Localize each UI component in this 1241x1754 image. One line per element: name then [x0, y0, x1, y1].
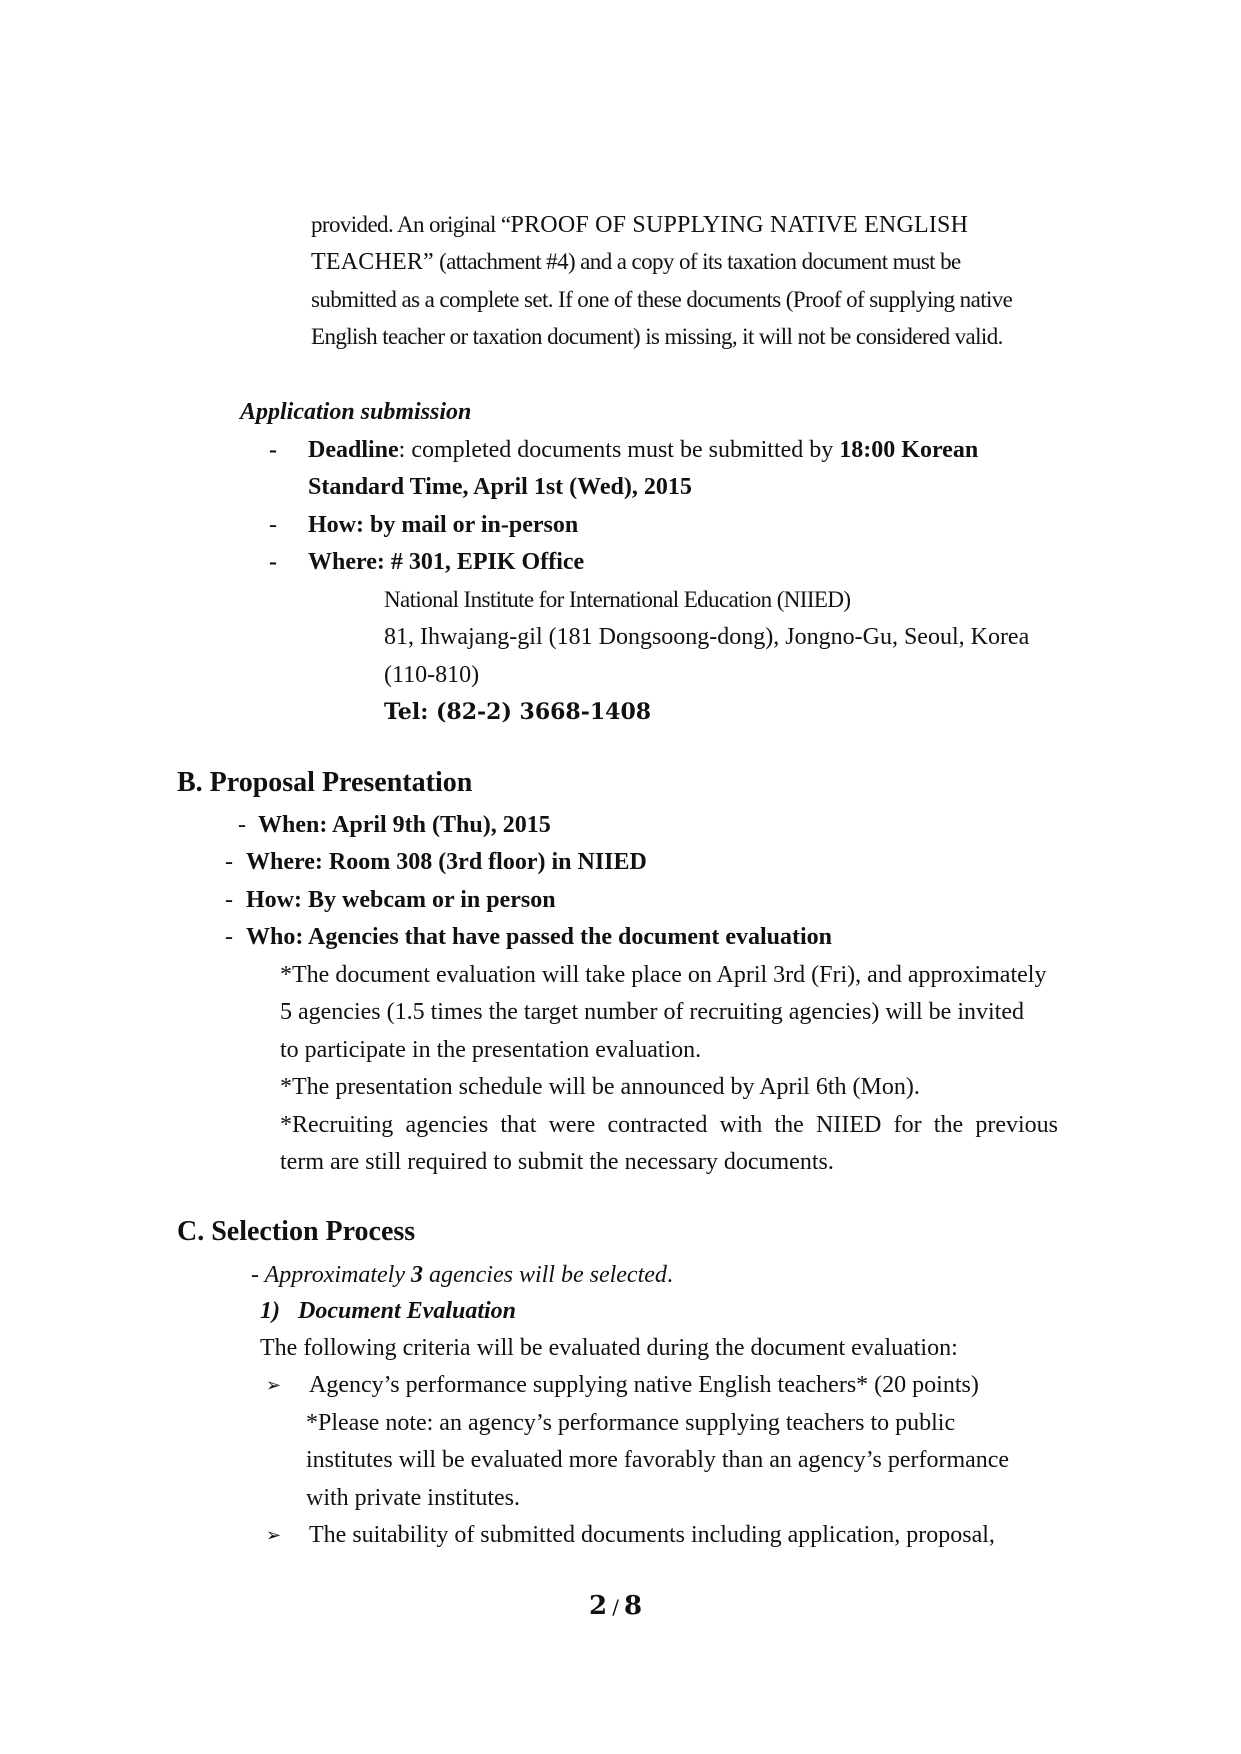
criteria-note-line-3: with private institutes. — [306, 1485, 520, 1511]
dash-bullet: - — [269, 549, 277, 575]
deadline-label: Deadline — [308, 437, 399, 463]
note-3-line-2: term are still required to submit the necessary documents. — [280, 1149, 834, 1175]
application-title: Application submission — [240, 399, 472, 425]
page-number — [589, 1591, 642, 1621]
address-line-3: (110-810) — [384, 662, 480, 688]
criteria-note-line-1: *Please note: an agency’s performance supplying teachers to public — [306, 1410, 956, 1436]
where-submit: Where: # 301, EPIK Office — [308, 549, 585, 575]
total-pages: 8 — [624, 1591, 643, 1621]
intro-caps: TEACHER” — [311, 249, 434, 275]
note-3-line-1: *Recruiting agencies that were contracted with the NIIED for the previous — [280, 1112, 1058, 1138]
dash-bullet: - — [225, 924, 233, 950]
dash-bullet: - — [269, 437, 277, 463]
deadline-time: 18:00 Korean — [839, 437, 979, 463]
tel: Tel: (82-2) 3668-1408 — [384, 699, 652, 725]
dash-bullet: - — [269, 512, 277, 538]
approx-line — [251, 1262, 673, 1289]
intro-text: (attachment #4) and a copy of its taxation document must be — [433, 249, 961, 274]
subsection-document-evaluation: 1) Document Evaluation — [260, 1298, 517, 1324]
intro-caps: PROOF OF SUPPLYING NATIVE ENGLISH — [510, 212, 969, 238]
arrow-bullet-icon: ➢ — [266, 1525, 282, 1546]
deadline-text: : completed documents must be submitted by — [398, 437, 840, 463]
approx-pre: Approximately — [264, 1262, 411, 1288]
approx-post: agencies will be selected — [422, 1262, 667, 1288]
note-1-line-3: to participate in the presentation evaluation. — [280, 1037, 702, 1063]
presentation-how: How: By webcam or in person — [246, 887, 556, 913]
note-1-line-1: *The document evaluation will take place on April 3rd (Fri), and approximately — [280, 962, 1047, 988]
intro-text: provided. An original “ — [311, 212, 511, 237]
dash-bullet: - — [238, 812, 246, 838]
criteria-bullet-2: The suitability of submitted documents including application, proposal, — [309, 1522, 995, 1548]
presentation-when: When: April 9th (Thu), 2015 — [258, 812, 551, 838]
how-submit: How: by mail or in-person — [308, 512, 579, 538]
criteria-note-line-2: institutes will be evaluated more favorably than an agency’s performance — [306, 1447, 1010, 1473]
section-b-heading: B. Proposal Presentation — [177, 767, 473, 798]
intro-line-4: English teacher or taxation document) is missing, it will not be considered valid. — [311, 324, 1003, 349]
address-line-2: 81, Ihwajang-gil (181 Dongsoong-dong), Jongno-Gu, Seoul, Korea — [384, 624, 1030, 650]
note-1-line-2: 5 agencies (1.5 times the target number of recruiting agencies) will be invited — [280, 999, 1024, 1025]
dash-bullet: - — [225, 887, 233, 913]
intro-line-3: submitted as a complete set. If one of these documents (Proof of supplying native — [311, 287, 1013, 312]
presentation-who: Who: Agencies that have passed the document evaluation — [246, 924, 833, 950]
deadline-line-2: Standard Time, April 1st (Wed), 2015 — [308, 474, 692, 500]
criteria-intro: The following criteria will be evaluated during the document evaluation: — [260, 1335, 958, 1361]
note-2: *The presentation schedule will be announced by April 6th (Mon). — [280, 1074, 920, 1100]
deadline-line-1 — [308, 437, 978, 464]
arrow-bullet-icon: ➢ — [266, 1375, 282, 1396]
approx-number: 3 — [410, 1262, 423, 1288]
section-c-heading: C. Selection Process — [177, 1216, 416, 1247]
presentation-where: Where: Room 308 (3rd floor) in NIIED — [246, 849, 647, 875]
page-separator: / — [612, 1595, 619, 1619]
period: . — [666, 1262, 673, 1288]
dash-bullet: - — [251, 1262, 259, 1288]
intro-line-1 — [311, 212, 968, 239]
criteria-bullet-1: Agency’s performance supplying native English teachers* (20 points) — [309, 1372, 979, 1398]
dash-bullet: - — [225, 849, 233, 875]
intro-line-2 — [311, 249, 961, 276]
current-page: 2 — [589, 1591, 608, 1621]
address-line-1: National Institute for International Education (NIIED) — [384, 587, 851, 612]
